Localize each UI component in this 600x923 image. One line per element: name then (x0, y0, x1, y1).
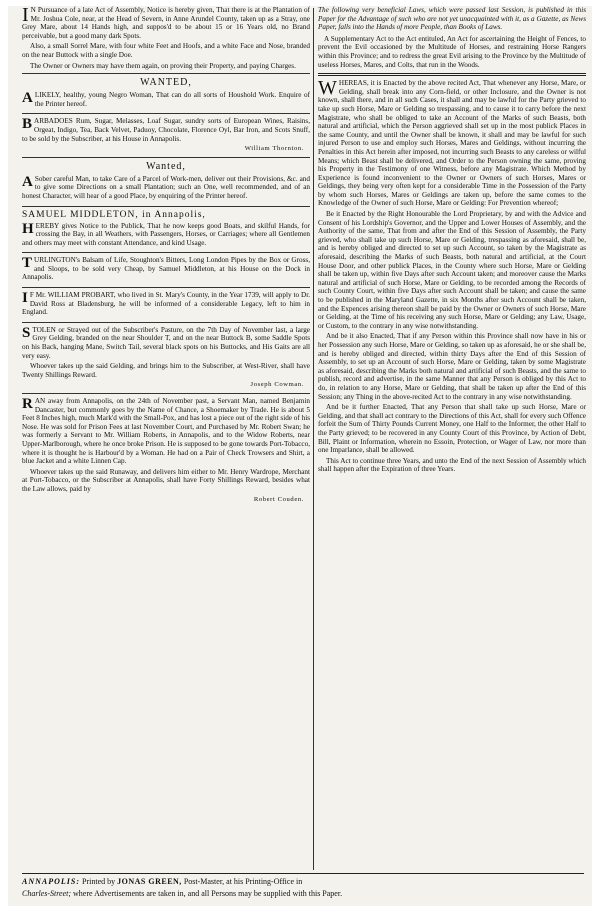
drop-cap: A (22, 173, 33, 190)
ad-text: Also, a small Sorrel Mare, with four white Feet and Hoofs, and a white Face and Nose, branded on the near Buttock with a single Doe. (22, 42, 310, 59)
right-column (318, 6, 586, 874)
act-text: This Act to continue three Years, and unto the End of the next Session of Assembly which shall happen after the Expiration of three Years. (318, 456, 586, 474)
ad-text: AN away from Annapolis, on the 24th of November past, a Servant Man, named Benjamin Dancaster, but commonly goes by the Name of Chance, a Shoemaker by Trade. He is about 5 Feet 8 Inches high, much Mark'd with the Small-Pox, and has lost a piece out of the right side of his Nose. He was sold for Prison Fees at last November Court, and Purchased by Mr. Robert Swan; he was formerly a Servant to Mr. William Roberts, in Annapolis, and to the Widow Roberts, near Upper-Marlborough, where he once broke Prison. He is supposed to be gone towards Port-Tobacco, where it is thought he is Harbour'd by a Woman. He had on a Pair of Check Trowsers and Shirt, a blue Jacket and a white Linnen Cap. (22, 397, 310, 466)
ad-text: The Owner or Owners may have them again, on proving their Property, and paying Charges. (30, 61, 296, 70)
ad-signature: Joseph Cowman. (250, 381, 304, 389)
ad-signature: Robert Couden. (253, 495, 304, 503)
ad-turlington-balsam (22, 256, 310, 284)
ad-text: ARBADOES Rum, Sugar, Melasses, Loaf Sugar, sundry sorts of European Wines, Raisins, Orgeat, Indigo, Tea, Back Velvet, Paduoy, Chocolate, Florence Oyl, Bar Iron, and Scots Snuff, to be sold by the Subscriber, at his House in Annapolis. (22, 117, 310, 143)
ad-stolen-gelding (22, 326, 310, 390)
ad-text: F Mr. WILLIAM PROBART, who lived in St. Mary's County, in the Year 1739, will apply to Dr. David Ross at Bladensburg, he will be informed of a considerable Legacy, left to him in England. (22, 291, 310, 317)
act-text: And be it also Enacted, That if any Person within this Province shall now have in his or her Possession any such Horse, Mare or Gelding, so taken up as aforesaid, he or she shall be, and is hereby obliged and directed, within thirty Days after the End of this Session of Assembly, to set up an Account of such Horse, Mare or Gelding, taken by some Magistrate as aforesaid, describing the Marks both natural and artificial of such Beasts, and the same to publish, record and advertise, in the same Manner that any Person is obliged by this Act to do, in relation to any Horse, Mare or Gelding, that shall be taken up after the End of this Session; any Thing in the above-recited Act to the contrary in any wise notwithstanding. (318, 332, 586, 401)
footer-rest: where Advertisements are taken in, and all Persons may be supplied with this Paper. (73, 889, 343, 898)
ad-wanted-man (22, 161, 310, 203)
act-text: HEREAS, it is Enacted by the above recited Act, That whenever any Horse, Mare, or Gelding, shall break into any Corn-field, or other Inclosure, and the Owner is not known, shall there, and in all such Cases, it shall and may be lawful for the Party grieved to take up such Horse, Mare or Gelding so trespassing, and to cause it to carry before the next Magistrate, who shall be obliged to take an Account of the Marks of such Beasts, both natural and artificial, which the Person aggrieved shall set up in the most publick Places in the same County, and until the Owner shall be known, it shall and may be lawful for such injured Person to use and employ such Horses, Mares and Geldings, without incurring the Penalties in this Act herein after imposed, not incurring such Beasts to any careless or wilful Means; which Beast shall be delivered, and Order to the Person owning the same, proving his Property in the Testimony of one Witness, before any Magistrate. Which Method by Experience is found inconvenient to the Owner or Owners of such Horses, Mares or Geldings, they being very often kept for a considerable Time in the Possession of the Party by whom such Horses, Mares or Geldings are taken up, before the same comes to the Knowledge of the Owner of such Horse, Mare or Gelding: For Prevention whereof; (318, 79, 586, 208)
drop-cap: S (22, 324, 31, 341)
left-column (22, 6, 310, 874)
footer-printer: JONAS GREEN, (117, 877, 182, 886)
ad-text: Sober careful Man, to take Care of a Parcel of Work-men, deliver out their Provisions, &c. and to give some Directions on a small Plantation; such an One, well recommended, and of an honest Character, will hear of a good Place, by enquiring of the Printer hereof. (22, 174, 310, 200)
drop-cap: R (22, 396, 33, 412)
drop-cap: A (22, 90, 33, 107)
ad-heading: WANTED, (140, 77, 192, 89)
ad-stray-mares (22, 6, 310, 70)
divider (22, 322, 310, 323)
divider (22, 252, 310, 253)
ad-barbadoes-rum (22, 117, 310, 153)
footer-street: Charles-Street; (22, 889, 72, 898)
divider (22, 206, 310, 207)
footer-printed-by: Printed by (82, 877, 116, 886)
divider (318, 73, 586, 76)
ad-text: Whoever takes up the said Runaway, and delivers him either to Mr. Henry Wardrope, Merchant at Port-Tobacco, or the Subscriber at Annapolis, shall have Forty Shillings Reward, besides what the Law allows, paid by (22, 467, 310, 493)
divider (22, 157, 310, 158)
ad-runaway-servant (22, 397, 310, 504)
divider (22, 113, 310, 114)
ad-heading: Wanted, (146, 160, 186, 172)
divider (22, 287, 310, 288)
drop-cap: B (22, 116, 33, 133)
newspaper-page (8, 6, 592, 906)
drop-cap: I (22, 6, 29, 26)
divider (22, 393, 310, 394)
ad-text: Whoever takes up the said Gelding, and brings him to the Subscriber, at West-River, shall have Twenty Shillings Reward. (22, 362, 310, 379)
footer-place: ANNAPOLIS: (22, 877, 81, 886)
ad-probart-legacy (22, 291, 310, 319)
column-divider (313, 8, 314, 870)
ad-text: EREBY gives Notice to the Publick, That he now keeps good Boats, and skilful Hands, for crossing the Bay, in all Weathers, with Passengers, Horses, or Carriages; where all Gentlemen and others may meet with constant Attendance, and kind Usage. (22, 221, 310, 247)
ad-wanted-woman (22, 77, 310, 110)
drop-cap: I (22, 290, 28, 307)
ad-text: N Pursuance of a late Act of Assembly, Notice is hereby given, That there is at the Plantation of Mr. Joshua Cole, near, at the Head of Severn, in Anne Arundel County, taken up as a Stray, one Grey Mare, about 14 Hands high, and suppos'd to be about 15 or 16 Years old, no Brand perceivable, but a good many dark Spots. (22, 6, 310, 40)
imprint-footer (22, 873, 584, 904)
divider (22, 73, 310, 74)
act-whereas (318, 79, 586, 208)
ad-text: TOLEN or Strayed out of the Subscriber's Pasture, on the 7th Day of November last, a large Grey Gelding, branded on the near Shoulder T, and on the near Buttock B, some Saddle Spots on his Back, hanging Mane, Switch Tail, several black spots on his Buttocks, and His Gaits are all very easy. (22, 325, 310, 360)
ad-heading: SAMUEL MIDDLETON, in Annapolis, (22, 209, 206, 220)
drop-cap: W (318, 77, 337, 100)
act-text: And be it further Enacted, That any Person that shall take up such Horse, Mare or Gelding, and that shall act contrary to the Directions of this Act, shall for every such Offence forfeit the Sum of Thirty Pounds Current Money, one Half to the Informer, the other Half to the Party grieved; to be recovered in any County Court of this Province, by Action of Debt, Bill, Plaint or Information, wherein no Essoin, Protection, or Wager of Law, nor more than one Imparlance, shall be allowed. (318, 403, 586, 455)
laws-intro: The following very beneficial Laws, which were passed last Session, is published in this Paper for the Advantage of such who are not yet unacquainted with it, as a Gazette, as News Paper, falls into the Hands of more People, than Books of Laws. (318, 6, 586, 32)
ad-middleton-boats (22, 210, 310, 250)
act-title: A Supplementary Act to the Act entituled, An Act for ascertaining the Height of Fences, to prevent the Evil occasioned by the Multitude of Horses, and restraining Horse Rangers within this Province; and to redress the great Evil arising to the Province by the Multitude of useless Horses, Mares, and Colts, that run in the Woods. (318, 34, 586, 69)
footer-role: Post-Master, at his Printing-Office in (183, 877, 303, 886)
drop-cap: T (22, 255, 33, 272)
drop-cap: H (22, 220, 34, 237)
ad-text: URLINGTON's Balsam of Life, Stoughton's Bitters, Long London Pipes by the Box or Gross, and Sloops, to be sold very Cheap, by Samuel Middleton, at his House on the Dock in Annapolis. (22, 256, 310, 282)
ad-text: LIKELY, healthy, young Negro Woman, That can do all sorts of Houshold Work. Enquire of the Printer hereof. (34, 91, 310, 108)
act-text: Be it Enacted by the Right Honourable the Lord Proprietary, by and with the Advice and Consent of his Lordship's Governor, and the Upper and Lower Houses of Assembly, and the Authority of the same, That from and after the End of this Session of Assembly, the Party grieved, who shall take up such Horse, Mare or Gelding, trespassing as aforesaid, shall be, and is hereby obliged and directed to set up such Account, so taken by the Magistrate as aforesaid, describing the Marks of such Beasts, both natural and artificial, at the Court House Door, and other publick Places, in the County where such Horse, Mare or Gelding shall be taken up, within five Days after such Account taken; and moreover cause the Marks natural and artificial of such Horse, Mare or Gelding, to be recorded among the Records of such County Court, within five Days after such Account shall be taken; and cause the same to be published in the Maryland Gazette, in six Months after such Account shall be taken, and the Expences arising thereon shall be paid by the Owner or Owners of such Horse, Mare or Gelding, at the Time of his receiving any such Horse, Mare or Gelding; any Law, Usage, or Custom, to the contrary in any wise notwithstanding. (318, 210, 586, 330)
ad-signature: William Thornton. (244, 145, 304, 153)
